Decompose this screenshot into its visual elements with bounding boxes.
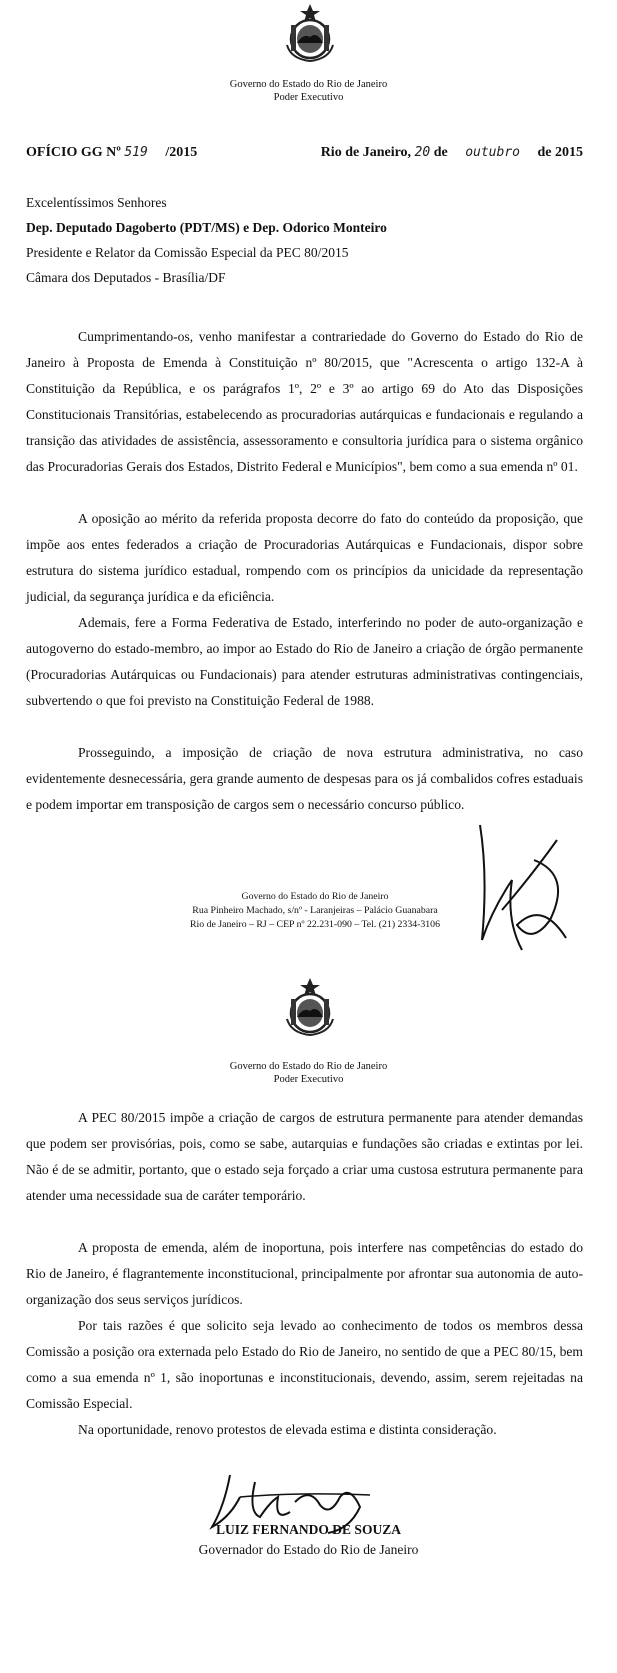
- oficio-number: OFÍCIO GG Nº 519 /2015: [26, 145, 198, 160]
- paragraph: Na oportunidade, renovo protestos de elevada estima e distinta consideração.: [78, 1422, 497, 1437]
- paragraph: A PEC 80/2015 impõe a criação de cargos de estrutura permanente para atender demandas que podem ser provisórias, pois, como se sabe, autarquias e fundações são criadas e extintas por lei. Não é de se admitir, portanto, que o estado seja forçado a criar uma custosa estrutura permanente para atender uma necessidade sua de caráter temporário.: [26, 1110, 583, 1203]
- paragraph: A proposta de emenda, além de inoportuna, pois interfere nas competências do estado do Rio de Janeiro, é flagrantemente inconstitucional, principalmente por afrontar sua autonomia de auto-organização dos seus serviços jurídicos.: [26, 1240, 583, 1307]
- recipient-role: Presidente e Relator da Comissão Especial da PEC 80/2015: [26, 245, 349, 260]
- signatory-name: LUIZ FERNANDO DE SOUZA: [216, 1522, 401, 1537]
- page-2: [0, 1035, 617, 1673]
- paragraph: Ademais, fere a Forma Federativa de Estado, interferindo no poder de auto-organização e autogoverno do estado-membro, ao impor ao Estado do Rio de Janeiro a criação de órgão permanente (Procuradorias Autárquicas ou Fundacionais) para atender estruturas administrativas contingenciais, subvertendo o que foi previsto na Constituição Federal de 1988.: [26, 615, 583, 708]
- letterhead-subtitle: Poder Executivo: [273, 92, 344, 103]
- paragraph: Prosseguindo, a imposição de criação de nova estrutura administrativa, no caso evidentemente desnecessária, gera grande aumento de despesas para os já combalidos cofres estaduais e podem importar em transposição de cargos sem o necessário concurso público.: [26, 745, 583, 812]
- state-coat-of-arms-icon: [283, 3, 337, 63]
- paragraph: Cumprimentando-os, venho manifestar a contrariedade do Governo do Estado do Rio de Janeiro à Proposta de Emenda à Constituição nº 80/2015, que "Acrescenta o artigo 132-A à Constituição da República, e os parágrafos 1º, 2º e 3º ao artigo 69 do Ato das Disposições Constitucionais Transitórias, estabelecendo as procuradorias autárquicas e fundacionais e regulando a transição das atividades de assistência, assessoramento e consultoria jurídica para o sistema orgânico das Procuradorias Gerais dos Estados, Distrito Federal e Municípios", bem como a sua emenda nº 01.: [26, 329, 583, 474]
- footer-contact: Rio de Janeiro – RJ – CEP nº 22.231-090 – Tel. (21) 2334-3106: [190, 919, 440, 930]
- letterhead-title: Governo do Estado do Rio de Janeiro: [229, 1061, 388, 1072]
- recipient-chamber: Câmara dos Deputados - Brasília/DF: [26, 270, 226, 285]
- recipients: Dep. Deputado Dagoberto (PDT/MS) e Dep. Odorico Monteiro: [26, 220, 387, 235]
- oficio-line: [26, 145, 583, 165]
- date-month-handwritten: outubro: [465, 145, 520, 160]
- footer-address: Rua Pinheiro Machado, s/nº - Laranjeiras – Palácio Guanabara: [192, 905, 438, 916]
- paragraph: Por tais razões é que solicito seja levado ao conhecimento de todos os membros dessa Comissão a posição ora externada pelo Estado do Rio de Janeiro, no sentido de que a PEC 80/15, bem como a sua emenda nº 1, são inoportunas e inconstitucionais, devendo, assim, serem rejeitadas na Comissão Especial.: [26, 1318, 583, 1411]
- footer-org: Governo do Estado do Rio de Janeiro: [241, 891, 389, 902]
- oficio-date: Rio de Janeiro, 20 de outubro de 2015: [320, 145, 583, 160]
- letterhead-title: Governo do Estado do Rio de Janeiro: [229, 79, 388, 90]
- paragraph: A oposição ao mérito da referida proposta decorre do fato do conteúdo da proposição, que impõe aos entes federados a criação de Procuradorias Autárquicas e Fundacionais, dispor sobre estrutura do sistema jurídico estadual, rompendo com os princípios da unicidade da representação judicial, da segurança jurídica e da eficiência.: [26, 511, 583, 604]
- signatory-title: Governador do Estado do Rio de Janeiro: [198, 1542, 419, 1557]
- letterhead-subtitle: Poder Executivo: [273, 1074, 344, 1085]
- salutation: Excelentíssimos Senhores: [26, 195, 167, 210]
- state-coat-of-arms-icon: [283, 977, 337, 1037]
- oficio-number-handwritten: 519: [124, 145, 148, 160]
- date-day-handwritten: 20: [414, 145, 431, 160]
